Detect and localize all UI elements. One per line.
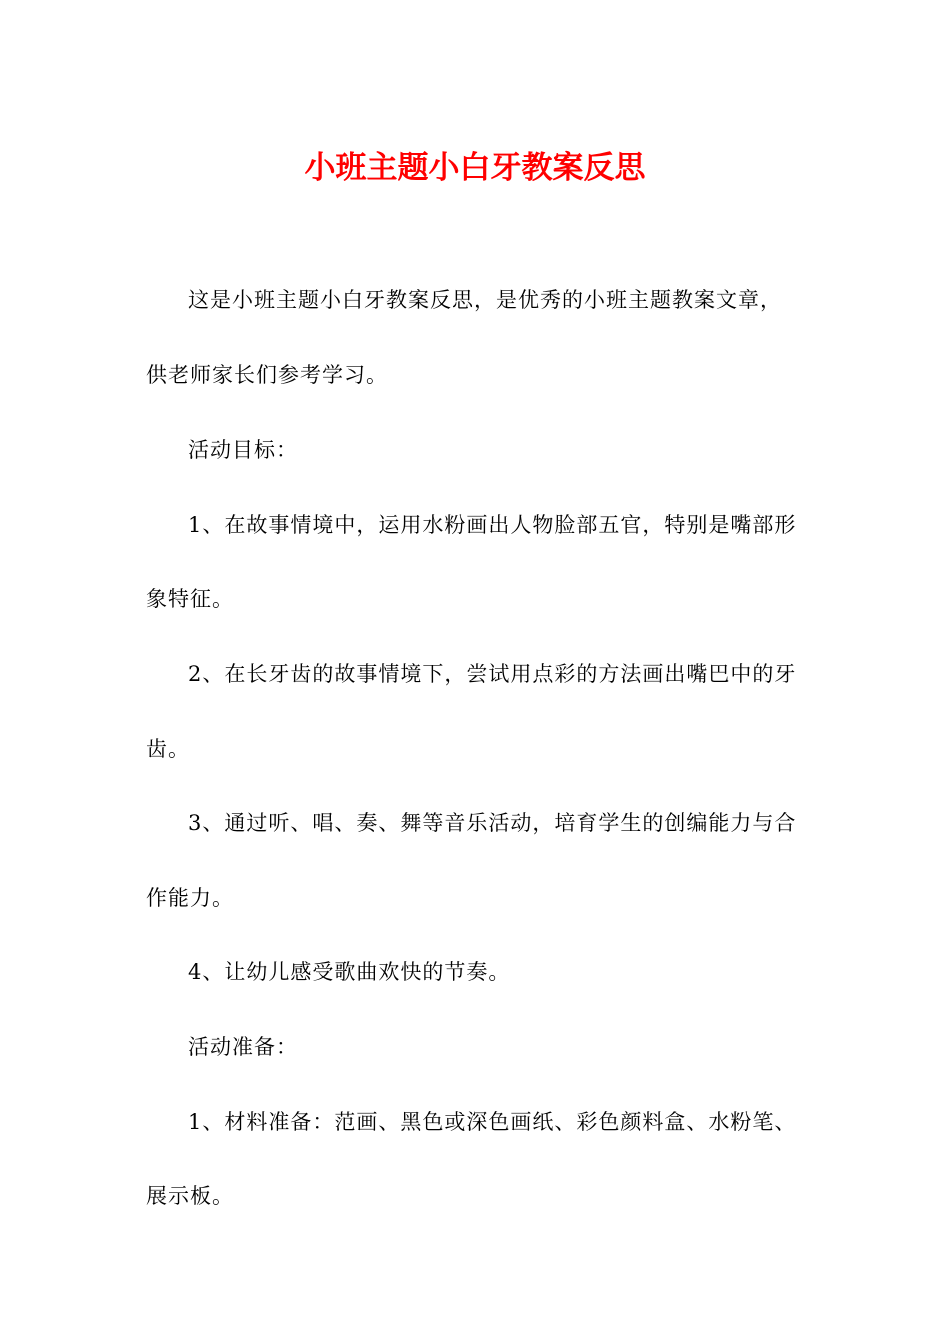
section-heading-preparation: 活动准备： bbox=[188, 1035, 298, 1059]
prep-1-line-1: 1、材料准备：范画、黑色或深色画纸、彩色颜料盒、水粉笔、 bbox=[188, 1110, 797, 1134]
goal-4-line-1: 4、让幼儿感受歌曲欢快的节奏。 bbox=[188, 960, 511, 984]
goal-3-line-2: 作能力。 bbox=[146, 886, 234, 910]
goal-2-line-2: 齿。 bbox=[146, 737, 190, 761]
intro-line-2: 供老师家长们参考学习。 bbox=[146, 363, 388, 387]
goal-3-line-1: 3、通过听、唱、奏、舞等音乐活动，培育学生的创编能力与合 bbox=[188, 811, 797, 835]
goal-1-line-2: 象特征。 bbox=[146, 587, 234, 611]
intro-line-1: 这是小班主题小白牙教案反思，是优秀的小班主题教案文章， bbox=[188, 288, 782, 312]
goal-2-line-1: 2、在长牙齿的故事情境下，尝试用点彩的方法画出嘴巴中的牙 bbox=[188, 662, 797, 686]
section-heading-goals: 活动目标： bbox=[188, 438, 298, 462]
goal-1-line-1: 1、在故事情境中，运用水粉画出人物脸部五官，特别是嘴部形 bbox=[188, 513, 797, 537]
prep-1-line-2: 展示板。 bbox=[146, 1184, 234, 1208]
document-title: 小班主题小白牙教案反思 bbox=[304, 150, 646, 186]
